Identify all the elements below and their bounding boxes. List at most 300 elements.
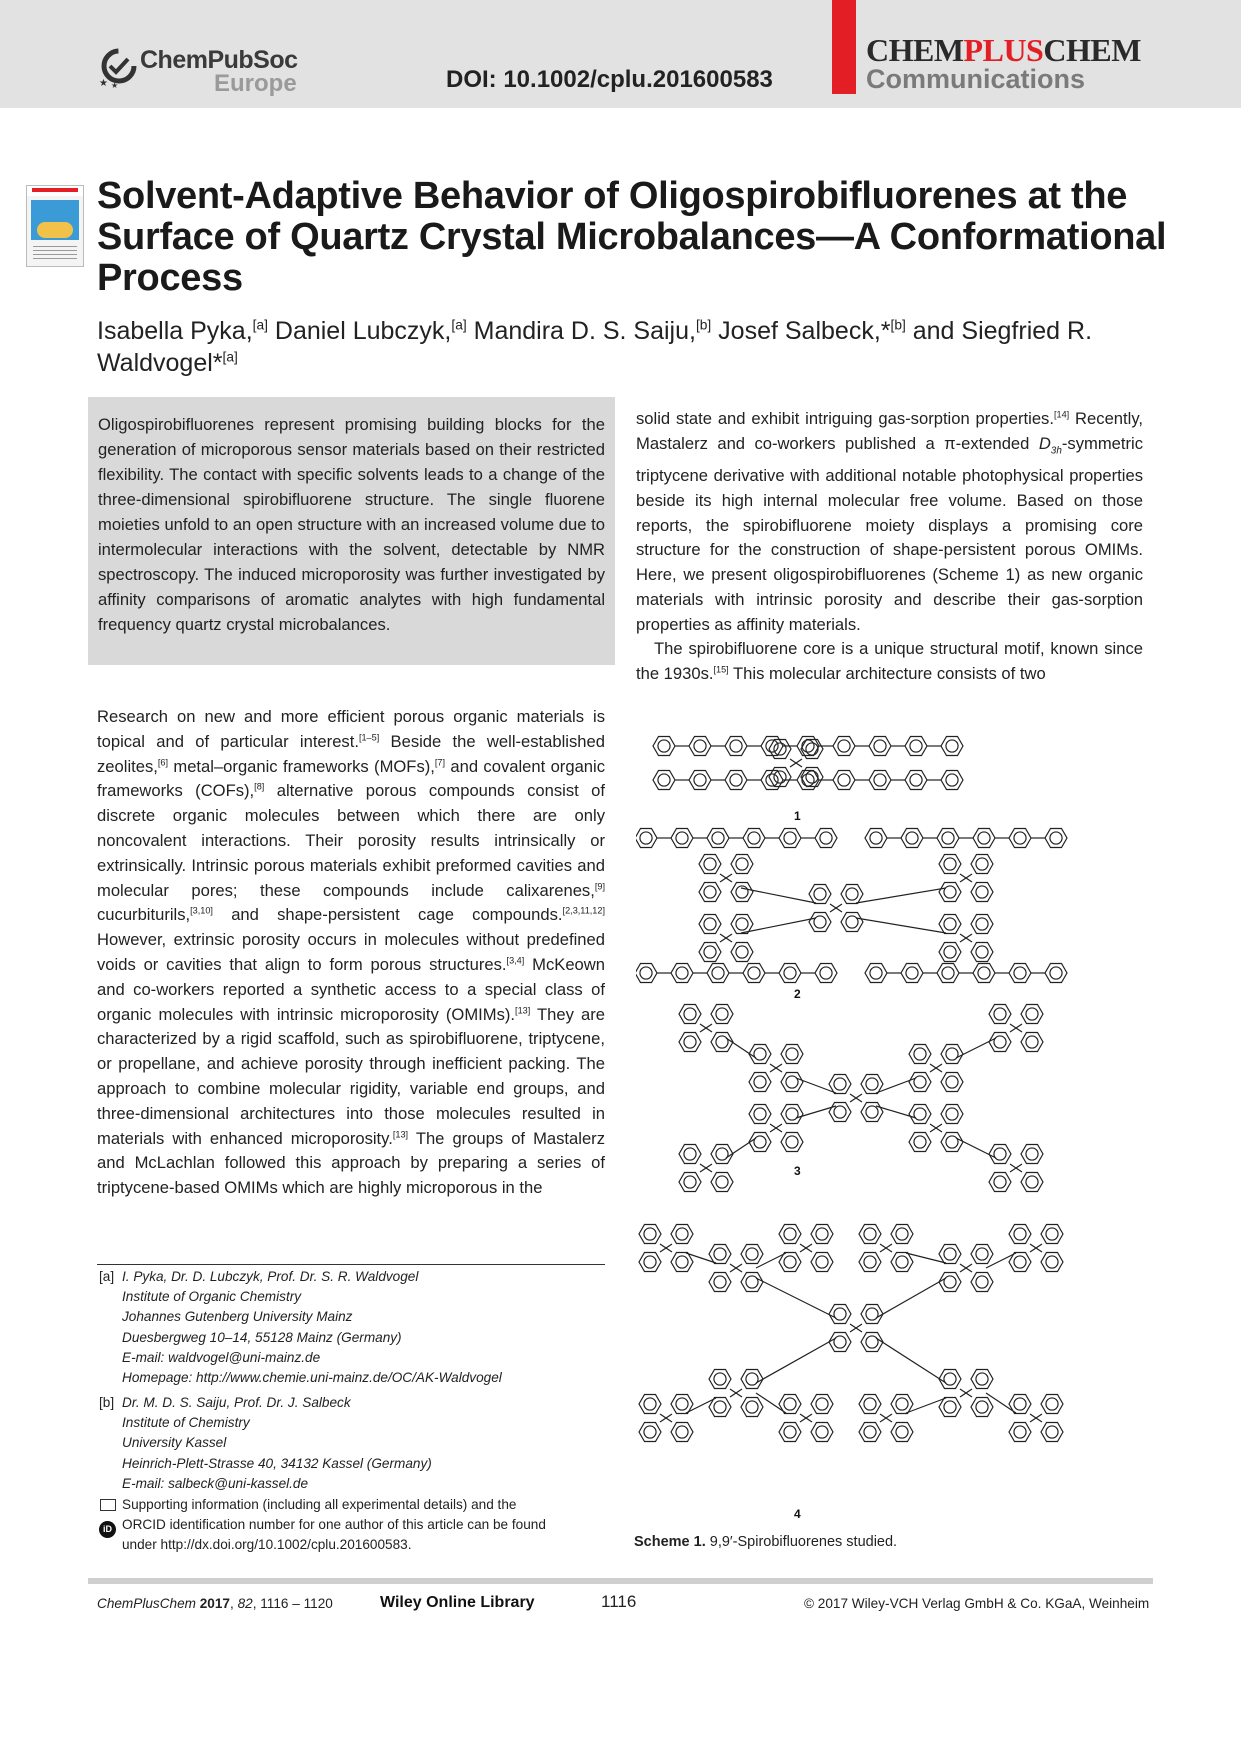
benzene-ring: [1021, 1005, 1043, 1024]
benzene-ring: [941, 771, 963, 790]
benzene-ring: [971, 1370, 993, 1389]
benzene-ring: [769, 740, 791, 759]
benzene-ring: [731, 855, 753, 874]
symbol: D: [1038, 433, 1051, 453]
benzene-ring: [829, 1305, 851, 1324]
journal-name-part: CHEM: [866, 32, 964, 68]
text-run: The groups of Mastalerz and McLachlan followed this approach by preparing a series of triptycene-based OMIMs which are highly microporous in the: [97, 1128, 605, 1198]
bond: [856, 888, 946, 903]
footer-journal: ChemPlusChem: [97, 1596, 196, 1611]
footnote-line: Heinrich-Plett-Strasse 40, 34132 Kassel (Germany): [122, 1455, 432, 1471]
footnote-line: Duesbergweg 10–14, 55128 Mainz (Germany): [122, 1329, 402, 1345]
ring-bond: [704, 918, 716, 930]
compound-label: 1: [794, 809, 801, 823]
ring-bond: [746, 1248, 758, 1260]
benzene-ring: [711, 1033, 733, 1052]
ring-bond: [736, 858, 748, 870]
journal-name-part: CHEM: [1043, 32, 1141, 68]
benzene-ring: [653, 771, 675, 790]
text-run: The spirobifluorene core is a unique structural motif, known since the 1930s.: [636, 639, 1143, 684]
footnote-line: Homepage: http://www.chemie.uni-mainz.de/OC/AK-Waldvogel: [122, 1370, 502, 1386]
ring-bond: [864, 1256, 876, 1268]
benzene-ring: [749, 1133, 771, 1152]
benzene-ring: [941, 1073, 963, 1092]
publisher-region: Europe: [214, 70, 297, 97]
benzene-ring: [711, 1173, 733, 1192]
bond: [726, 1038, 756, 1058]
benzene-ring: [809, 913, 831, 932]
compound-label: 2: [794, 987, 801, 1001]
benzene-ring: [869, 771, 891, 790]
ring-bond: [866, 1078, 878, 1090]
text-run: solid state and exhibit intriguing gas-sorption properties.: [636, 409, 1054, 428]
ring-bond: [774, 771, 786, 783]
benzene-ring: [865, 964, 887, 983]
ring-bond: [640, 832, 652, 844]
benzene-ring: [1009, 829, 1031, 848]
ring-bond: [946, 774, 958, 786]
ring-bond: [694, 774, 706, 786]
ring-bond: [1046, 1256, 1058, 1268]
bond: [906, 1253, 946, 1263]
ring-bond: [1050, 832, 1062, 844]
cover-image-detail: [37, 222, 73, 238]
ring-bond: [976, 918, 988, 930]
ring-bond: [736, 946, 748, 958]
benzene-ring: [859, 1225, 881, 1244]
benzene-ring: [707, 964, 729, 983]
affiliation-lines: [122, 1393, 607, 1494]
footnote-line: Institute of Chemistry: [122, 1415, 250, 1431]
benzene-ring: [671, 1253, 693, 1272]
benzene-ring: [781, 1045, 803, 1064]
ring-bond: [658, 740, 670, 752]
ring-bond: [802, 740, 814, 752]
benzene-ring: [741, 1273, 763, 1292]
orcid-icon: iD: [99, 1521, 116, 1538]
ring-bond: [838, 740, 850, 752]
benzene-ring: [891, 1423, 913, 1442]
ring-bond: [946, 1076, 958, 1088]
benzene-ring: [939, 943, 961, 962]
ring-bond: [816, 1426, 828, 1438]
affiliation-a: [97, 1267, 607, 1388]
ring-bond: [676, 967, 688, 979]
ring-bond: [694, 740, 706, 752]
bond: [756, 1278, 836, 1318]
benzene-ring: [939, 1273, 961, 1292]
scheme-1-structures: [636, 728, 1146, 1518]
benzene-ring: [811, 1395, 833, 1414]
journal-accent-bar: [832, 0, 856, 94]
ring-bond: [976, 946, 988, 958]
ring-bond: [716, 1008, 728, 1020]
benzene-ring: [909, 1073, 931, 1092]
benzene-ring: [939, 883, 961, 902]
benzene-ring: [731, 943, 753, 962]
compound-label: 3: [794, 1164, 801, 1178]
ring-bond: [896, 1426, 908, 1438]
compound-label: 4: [794, 1507, 801, 1518]
benzene-ring: [971, 883, 993, 902]
benzene-ring: [1009, 964, 1031, 983]
benzene-ring: [861, 1333, 883, 1352]
svg-text:★: ★: [99, 78, 108, 88]
benzene-ring: [639, 1423, 661, 1442]
ring-bond: [1050, 967, 1062, 979]
ring-bond: [644, 1228, 656, 1240]
citation-ref: [14]: [1053, 409, 1070, 420]
benzene-ring: [707, 829, 729, 848]
citation-ref: [3,4]: [506, 955, 525, 966]
benzene-ring: [1009, 1225, 1031, 1244]
bond: [876, 1338, 946, 1383]
benzene-ring: [1041, 1225, 1063, 1244]
doi[interactable]: DOI: 10.1002/cplu.201600583: [446, 66, 773, 93]
ring-bond: [944, 918, 956, 930]
footnote-line: E-mail: salbeck@uni-kassel.de: [122, 1475, 309, 1491]
ring-bond: [676, 832, 688, 844]
ring-bond: [1026, 1008, 1038, 1020]
ring-bond: [640, 967, 652, 979]
benzene-ring: [1045, 964, 1067, 983]
affiliation-label: [a]: [99, 1269, 115, 1284]
ring-bond: [820, 967, 832, 979]
benzene-ring: [749, 1105, 771, 1124]
ring-bond: [644, 1398, 656, 1410]
paragraph: [636, 407, 1143, 637]
ring-bond: [870, 832, 882, 844]
text-run: Research on new and more efficient porous organic materials is topical and of particular interest.: [97, 707, 605, 751]
ring-bond: [784, 1426, 796, 1438]
supporting-information-note: [97, 1495, 607, 1556]
benzene-ring: [971, 915, 993, 934]
benzene-ring: [741, 1245, 763, 1264]
ring-bond: [704, 946, 716, 958]
ring-bond: [730, 774, 742, 786]
ring-bond: [676, 1228, 688, 1240]
footnote-line: E-mail: waldvogel@uni-mainz.de: [122, 1349, 321, 1365]
ring-bond: [714, 1276, 726, 1288]
wiley-online-library-link[interactable]: Wiley Online Library: [380, 1594, 535, 1611]
affiliation-label: [b]: [99, 1395, 115, 1410]
journal-header: [0, 0, 1241, 108]
ring-bond: [864, 1426, 876, 1438]
benzene-ring: [901, 829, 923, 848]
citation-ref: [13]: [392, 1129, 409, 1140]
ring-bond: [994, 1008, 1006, 1020]
citation-ref: [2,3,11,12]: [562, 905, 605, 916]
ring-bond: [942, 967, 954, 979]
bond: [756, 1338, 836, 1383]
right-column-text: [636, 407, 1143, 687]
ring-bond: [994, 1176, 1006, 1188]
bond: [726, 1138, 756, 1158]
text-run: cucurbiturils,: [97, 905, 191, 925]
benzene-ring: [971, 1398, 993, 1417]
journal-name-plus: PLUS: [963, 32, 1044, 68]
benzene-ring: [811, 1225, 833, 1244]
benzene-ring: [636, 964, 657, 983]
benzene-ring: [891, 1395, 913, 1414]
footnote-line: I. Pyka, Dr. D. Lubczyk, Prof. Dr. S. R. Waldvogel: [122, 1269, 419, 1284]
benzene-ring: [905, 737, 927, 756]
ring-bond: [784, 1256, 796, 1268]
benzene-ring: [689, 737, 711, 756]
ring-bond: [910, 740, 922, 752]
benzene-ring: [709, 1273, 731, 1292]
ring-bond: [714, 1401, 726, 1413]
ring-bond: [896, 1228, 908, 1240]
benzene-ring: [639, 1395, 661, 1414]
benzene-ring: [901, 964, 923, 983]
ring-bond: [806, 743, 818, 755]
benzene-ring: [941, 737, 963, 756]
footnote-line: Johannes Gutenberg University Mainz: [122, 1309, 353, 1325]
ring-bond: [1014, 1426, 1026, 1438]
benzene-ring: [971, 855, 993, 874]
publisher-name: ChemPubSoc: [140, 46, 298, 74]
benzene-ring: [939, 1245, 961, 1264]
benzene-ring: [743, 829, 765, 848]
ring-bond: [684, 1148, 696, 1160]
benzene-ring: [841, 913, 863, 932]
benzene-ring: [941, 1105, 963, 1124]
text-run: and covalent organic frameworks (COFs),: [97, 756, 606, 801]
ring-bond: [946, 1108, 958, 1120]
ring-bond: [896, 1398, 908, 1410]
ring-bond: [748, 832, 760, 844]
benzene-ring: [861, 1305, 883, 1324]
ring-bond: [1026, 1176, 1038, 1188]
text-run: metal–organic frameworks (MOFs),: [168, 756, 435, 776]
benzene-ring: [809, 885, 831, 904]
ring-bond: [914, 1136, 926, 1148]
bond: [856, 918, 946, 933]
ring-bond: [716, 1176, 728, 1188]
benzene-ring: [689, 771, 711, 790]
abstract-box: [88, 397, 615, 665]
benzene-ring: [781, 1105, 803, 1124]
benzene-ring: [861, 1075, 883, 1094]
benzene-ring: [769, 768, 791, 787]
benzene-ring: [1021, 1033, 1043, 1052]
benzene-ring: [909, 1133, 931, 1152]
benzene-ring: [973, 829, 995, 848]
benzene-ring: [1021, 1173, 1043, 1192]
ring-bond: [644, 1256, 656, 1268]
citation-ref: [8]: [254, 781, 265, 792]
benzene-ring: [671, 1423, 693, 1442]
ring-bond: [712, 967, 724, 979]
bond: [876, 1278, 946, 1318]
cover-text-lines: [33, 246, 77, 260]
ring-bond: [944, 946, 956, 958]
benzene-ring: [905, 771, 927, 790]
footer-rule: [88, 1578, 1153, 1584]
benzene-ring: [1045, 829, 1067, 848]
benzene-ring: [941, 1133, 963, 1152]
ring-bond: [976, 858, 988, 870]
citation-line: ChemPlusChem 2017, 82, 1116 – 1120: [97, 1596, 333, 1611]
ring-bond: [774, 743, 786, 755]
benzene-ring: [989, 1033, 1011, 1052]
author-name: and Siegfried R. Waldvogel*: [97, 317, 1093, 377]
ring-bond: [976, 886, 988, 898]
text-run: McKeown and co-workers reported a synthetic access to a special class of organic molecules with intrinsic microporosity (OMIMs).: [97, 954, 605, 1024]
text-run: Recently, Mastalerz and co-workers published a π-extended: [636, 409, 1143, 453]
ring-bond: [942, 832, 954, 844]
affiliation-marker: [b]: [695, 317, 712, 333]
ring-bond: [1046, 1426, 1058, 1438]
benzene-ring: [709, 1245, 731, 1264]
affiliation-marker: [b]: [890, 317, 906, 333]
ring-bond: [754, 1076, 766, 1088]
ring-bond: [816, 1398, 828, 1410]
benzene-ring: [781, 1073, 803, 1092]
ring-bond: [784, 1398, 796, 1410]
benzene-ring: [989, 1005, 1011, 1024]
benzene-ring: [749, 1045, 771, 1064]
benzene-ring: [815, 964, 837, 983]
bond: [956, 1038, 996, 1058]
benzene-ring: [671, 1225, 693, 1244]
ring-bond: [784, 832, 796, 844]
benzene-ring: [939, 1370, 961, 1389]
benzene-ring: [639, 1253, 661, 1272]
caption-label: Scheme 1.: [634, 1534, 706, 1550]
text-run: and shape-persistent cage compounds.: [212, 905, 563, 925]
benzene-ring: [859, 1253, 881, 1272]
benzene-ring: [937, 829, 959, 848]
ring-bond: [870, 967, 882, 979]
citation-ref: [9]: [594, 881, 605, 892]
benzene-ring: [741, 1370, 763, 1389]
benzene-ring: [829, 1075, 851, 1094]
text-run: Beside the well-established zeolites,: [97, 731, 605, 776]
benzene-ring: [971, 1273, 993, 1292]
ring-bond: [820, 832, 832, 844]
ring-bond: [976, 1276, 988, 1288]
benzene-ring: [1041, 1395, 1063, 1414]
benzene-ring: [653, 737, 675, 756]
ring-bond: [846, 888, 858, 900]
footnote-line: Institute of Organic Chemistry: [122, 1289, 302, 1305]
benzene-ring: [973, 964, 995, 983]
author-name: Daniel Lubczyk,: [267, 317, 452, 345]
ring-bond: [1014, 967, 1026, 979]
paragraph: [97, 705, 605, 1201]
ring-bond: [712, 832, 724, 844]
benzene-ring: [891, 1253, 913, 1272]
svg-text:★: ★: [111, 81, 119, 88]
abstract-text: Oligospirobifluorenes represent promising building blocks for the generation of microporous sensor materials based on their restricted flexibility. The contact with specific solvents leads to a change of the three-dimensional spirobifluorene structure. The single fluorene moieties unfold to an open structure with an increased volume due to intermolecular interactions with the solvent, detectable by NMR spectroscopy. The induced microporosity was further investigated by affinity comparisons of aromatic analytes with high fundamental frequency quartz crystal microbalances.: [98, 415, 605, 634]
ring-bond: [838, 774, 850, 786]
benzene-ring: [679, 1033, 701, 1052]
article-title: Solvent-Adaptive Behavior of Oligospirobifluorenes at the Surface of Quartz Crystal Microbalances—A Conformational Process: [97, 175, 1167, 299]
affiliation-marker: [a]: [252, 317, 268, 333]
benzene-ring: [711, 1145, 733, 1164]
benzene-ring: [699, 855, 721, 874]
benzene-ring: [909, 1045, 931, 1064]
footnote-line: under http://dx.doi.org/10.1002/cplu.201600583.: [122, 1537, 412, 1553]
copyright: © 2017 Wiley-VCH Verlag GmbH & Co. KGaA, Weinheim: [804, 1596, 1150, 1611]
ring-bond: [1014, 1398, 1026, 1410]
ring-bond: [978, 832, 990, 844]
benzene-ring: [1041, 1253, 1063, 1272]
benzene-ring: [971, 943, 993, 962]
benzene-ring: [859, 1423, 881, 1442]
ring-bond: [874, 740, 886, 752]
text-run: However, extrinsic porosity occurs in molecules without predefined voids or cavities that align to form porous structures.: [97, 930, 605, 974]
affiliation-marker: [a]: [222, 349, 238, 365]
ring-bond: [644, 1426, 656, 1438]
ring-bond: [944, 1248, 956, 1260]
benzene-ring: [725, 771, 747, 790]
ring-bond: [906, 967, 918, 979]
citation-ref: [1–5]: [358, 732, 380, 743]
computer-icon: [100, 1499, 116, 1511]
benzene-ring: [909, 1105, 931, 1124]
benzene-ring: [671, 829, 693, 848]
affiliation-marker: [a]: [451, 317, 467, 333]
ring-bond: [864, 1228, 876, 1240]
supporting-info-lines[interactable]: [122, 1495, 607, 1556]
benzene-ring: [779, 829, 801, 848]
affiliation-lines: [122, 1267, 607, 1388]
benzene-ring: [1009, 1423, 1031, 1442]
ring-bond: [676, 1398, 688, 1410]
ring-bond: [786, 1136, 798, 1148]
ring-bond: [914, 1048, 926, 1060]
ring-bond: [676, 1256, 688, 1268]
benzene-ring: [679, 1005, 701, 1024]
ring-bond: [766, 740, 778, 752]
benzene-ring: [699, 943, 721, 962]
benzene-ring: [815, 829, 837, 848]
ring-bond: [676, 1426, 688, 1438]
benzene-ring: [779, 1423, 801, 1442]
benzene-ring: [829, 1333, 851, 1352]
ring-bond: [684, 1176, 696, 1188]
ring-bond: [736, 918, 748, 930]
journal-cover-thumbnail[interactable]: [26, 185, 84, 267]
benzene-ring: [939, 915, 961, 934]
ring-bond: [1026, 1036, 1038, 1048]
footer-pages: 1116 – 1120: [260, 1596, 333, 1611]
scheme-caption: [634, 1534, 897, 1550]
benzene-ring: [939, 855, 961, 874]
ring-bond: [834, 1106, 846, 1118]
text-run: -symmetric triptycene derivative with additional notable photophysical properties beside its high internal molecular free volume. Based on those reports, the spirobifluorene moiety displays a promising core structure for the construction of shape-persistent porous OMIMs. Here, we present oligospirobifluorenes (Scheme 1) as new organic materials with intrinsic porosity and describe their gas-sorption properties as affinity materials.: [636, 433, 1143, 634]
benzene-ring: [779, 964, 801, 983]
author-name: Mandira D. S. Saiju,: [466, 317, 696, 345]
footer-year: 2017: [199, 1596, 230, 1611]
benzene-ring: [941, 1045, 963, 1064]
ring-bond: [1046, 1398, 1058, 1410]
benzene-ring: [639, 1225, 661, 1244]
ring-bond: [944, 1401, 956, 1413]
citation-ref: [3,10]: [190, 905, 213, 916]
benzene-ring: [731, 883, 753, 902]
citation-ref: [6]: [157, 757, 169, 768]
benzene-ring: [636, 829, 657, 848]
ring-bond: [766, 774, 778, 786]
benzene-ring: [699, 915, 721, 934]
benzene-ring: [989, 1173, 1011, 1192]
article-section: Communications: [866, 64, 1086, 94]
text-run: This molecular architecture consists of two: [728, 664, 1046, 684]
